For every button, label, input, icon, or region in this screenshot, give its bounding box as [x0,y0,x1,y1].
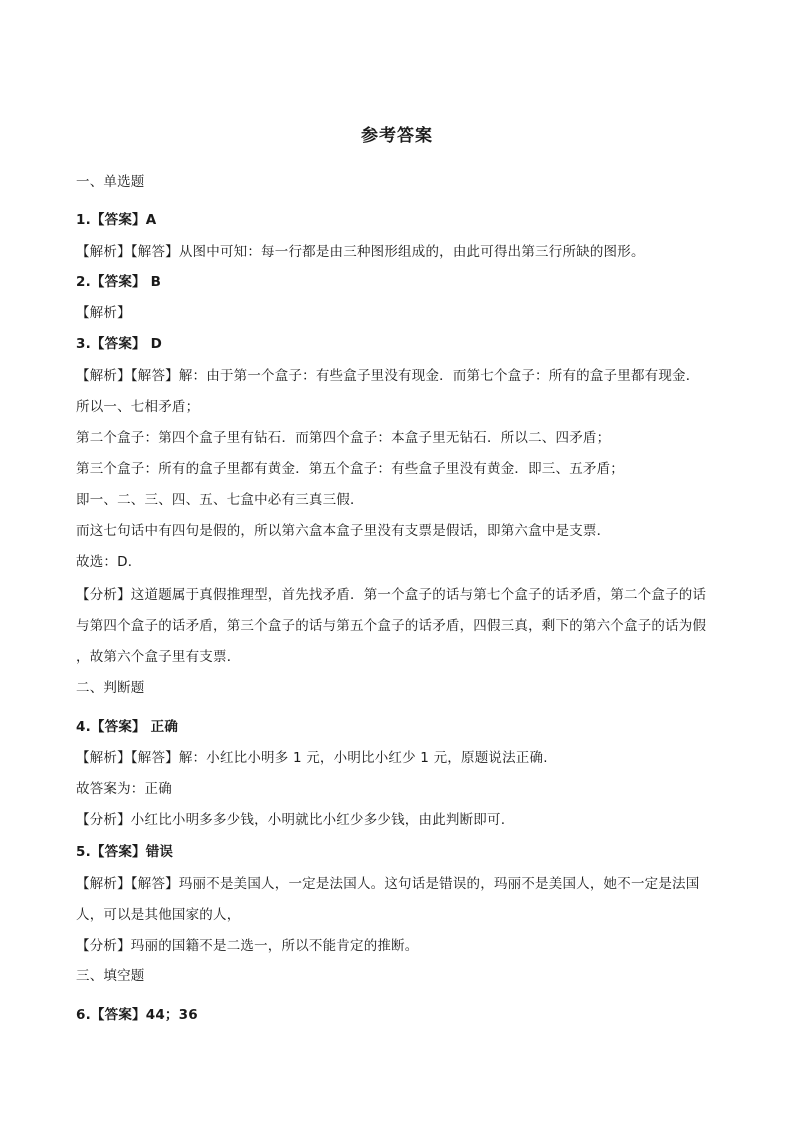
section-heading-true-false: 二、判断题 [76,680,145,696]
commentary-3-line-3: ，故第六个盒子里有支票． [76,649,241,665]
analysis-2: 【解析】 [76,305,131,321]
analysis-3-line-3: 第二个盒子：第四个盒子里有钻石．而第四个盒子：本盒子里无钻石．所以二、四矛盾； [76,430,611,446]
analysis-3-line-7: 故选：D． [76,554,142,570]
commentary-3-line-2: 与第四个盒子的话矛盾，第三个盒子的话与第五个盒子的话矛盾，四假三真，剩下的第六个盒子的话为假 [76,618,707,634]
answer-5: 5.【答案】错误 [76,844,174,860]
answer-1: 1.【答案】A [76,212,157,228]
analysis-3-line-2: 所以一、七相矛盾； [76,399,200,415]
analysis-3-line-4: 第三个盒子：所有的盒子里都有黄金．第五个盒子：有些盒子里没有黄金．即三、五矛盾； [76,461,624,477]
analysis-4: 【解析】【解答】解：小红比小明多 1 元，小明比小红少 1 元，原题说法正确. [76,750,548,766]
section-heading-single-choice: 一、单选题 [76,174,145,190]
commentary-4: 【分析】小红比小明多多少钱，小明就比小红少多少钱，由此判断即可. [76,812,506,828]
analysis-3-line-6: 而这七句话中有四句是假的，所以第六盒本盒子里没有支票是假话，即第六盒中是支票． [76,523,611,539]
commentary-3-line-1: 【分析】这道题属于真假推理型，首先找矛盾．第一个盒子的话与第七个盒子的话矛盾，第二个盒子的话 [76,587,707,603]
answer-4: 4.【答案】 正确 [76,719,179,735]
answer-6: 6.【答案】44；36 [76,1007,198,1023]
analysis-1: 【解析】【解答】从图中可知：每一行都是由三种图形组成的，由此可得出第三行所缺的图形。 [76,244,645,260]
commentary-5: 【分析】玛丽的国籍不是二选一，所以不能肯定的推断。 [76,938,419,954]
analysis-3-line-5: 即一、二、三、四、五、七盒中必有三真三假． [76,492,364,508]
conclusion-4: 故答案为：正确 [76,781,172,797]
analysis-5-line-2: 人，可以是其他国家的人， [76,907,241,923]
analysis-3-line-1: 【解析】【解答】解：由于第一个盒子：有些盒子里没有现金．而第七个盒子：所有的盒子里都有现金． [76,368,700,384]
section-heading-fill-blank: 三、填空题 [76,968,145,984]
answer-2: 2.【答案】 B [76,274,162,290]
analysis-5-line-1: 【解析】【解答】玛丽不是美国人，一定是法国人。这句话是错误的，玛丽不是美国人，她不一定是法国 [76,876,700,892]
page-title: 参考答案 [361,126,433,146]
answer-3: 3.【答案】 D [76,336,163,352]
